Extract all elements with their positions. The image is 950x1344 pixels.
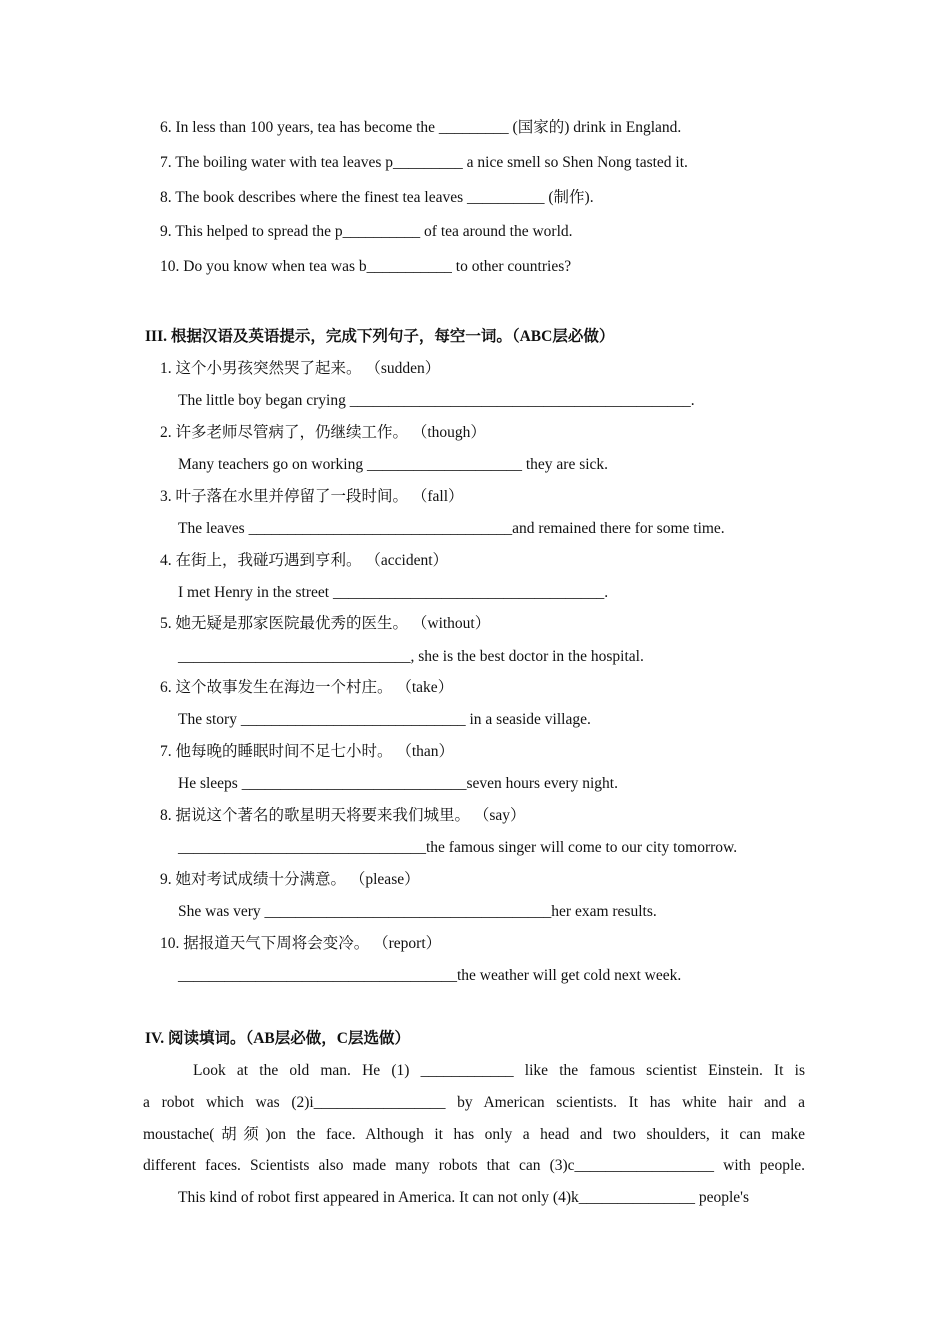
part3-item-5-chinese: 5. 她无疑是那家医院最优秀的医生。 （without） xyxy=(160,615,491,632)
part3-item-8-english: ________________________________the famous singer will come to our city tomorrow. xyxy=(178,839,738,856)
reading-passage-line: different faces. Scientists also made many robots that can (3)c__________________ with people. xyxy=(143,1157,805,1174)
part2-item-9: 9. This helped to spread the p__________ of tea around the world. xyxy=(160,223,573,240)
part3-item-3-chinese: 3. 叶子落在水里并停留了一段时间。 （fall） xyxy=(160,488,464,505)
part2-item-10: 10. Do you know when tea was b___________ to other countries? xyxy=(160,258,572,275)
part3-item-2-english: Many teachers go on working ____________________ they are sick. xyxy=(178,456,609,473)
reading-passage-line: This kind of robot first appeared in America. It can not only (4)k_______________ people's xyxy=(178,1189,750,1206)
part3-item-9-english: She was very _____________________________________her exam results. xyxy=(178,903,657,920)
reading-passage-line: a robot which was (2)i_________________ by American scientists. It has white hair and a xyxy=(143,1094,805,1111)
part3-item-3-english: The leaves __________________________________and remained there for some time. xyxy=(178,520,725,537)
part3-item-2-chinese: 2. 许多老师尽管病了，仍继续工作。 （though） xyxy=(160,424,486,441)
part3-item-8-chinese: 8. 据说这个著名的歌星明天将要来我们城里。 （say） xyxy=(160,807,526,824)
part3-heading: III. 根据汉语及英语提示，完成下列句子，每空一词。（ABC层必做） xyxy=(145,328,615,345)
part2-item-6: 6. In less than 100 years, tea has become the _________ (国家的) drink in England. xyxy=(160,119,682,136)
part2-item-8: 8. The book describes where the finest tea leaves __________ (制作). xyxy=(160,189,594,206)
reading-passage-line: moustache(胡须)on the face. Although it has only a head and two shoulders, it can make xyxy=(143,1126,805,1143)
part3-item-1-english: The little boy began crying ____________________________________________. xyxy=(178,392,695,409)
part2-item-7: 7. The boiling water with tea leaves p_________ a nice smell so Shen Nong tasted it. xyxy=(160,154,688,171)
part4-heading: IV. 阅读填词。（AB层必做，C层选做） xyxy=(145,1030,410,1047)
reading-passage-line: Look at the old man. He (1) ____________ like the famous scientist Einstein. It is xyxy=(193,1062,805,1079)
part3-item-4-english: I met Henry in the street ___________________________________. xyxy=(178,584,609,601)
part3-item-6-chinese: 6. 这个故事发生在海边一个村庄。 （take） xyxy=(160,679,454,696)
part3-item-4-chinese: 4. 在街上，我碰巧遇到亨利。 （accident） xyxy=(160,552,449,569)
part3-item-7-chinese: 7. 他每晚的睡眠时间不足七小时。 （than） xyxy=(160,743,455,760)
part3-item-9-chinese: 9. 她对考试成绩十分满意。 （please） xyxy=(160,871,420,888)
part3-item-10-chinese: 10. 据报道天气下周将会变冷。 （report） xyxy=(160,935,442,952)
part3-item-10-english: ____________________________________the weather will get cold next week. xyxy=(178,967,682,984)
part3-item-1-chinese: 1. 这个小男孩突然哭了起来。 （sudden） xyxy=(160,360,441,377)
part3-item-5-english: ______________________________, she is the best doctor in the hospital. xyxy=(178,648,644,665)
part3-item-7-english: He sleeps _____________________________seven hours every night. xyxy=(178,775,618,792)
part3-item-6-english: The story _____________________________ in a seaside village. xyxy=(178,711,591,728)
